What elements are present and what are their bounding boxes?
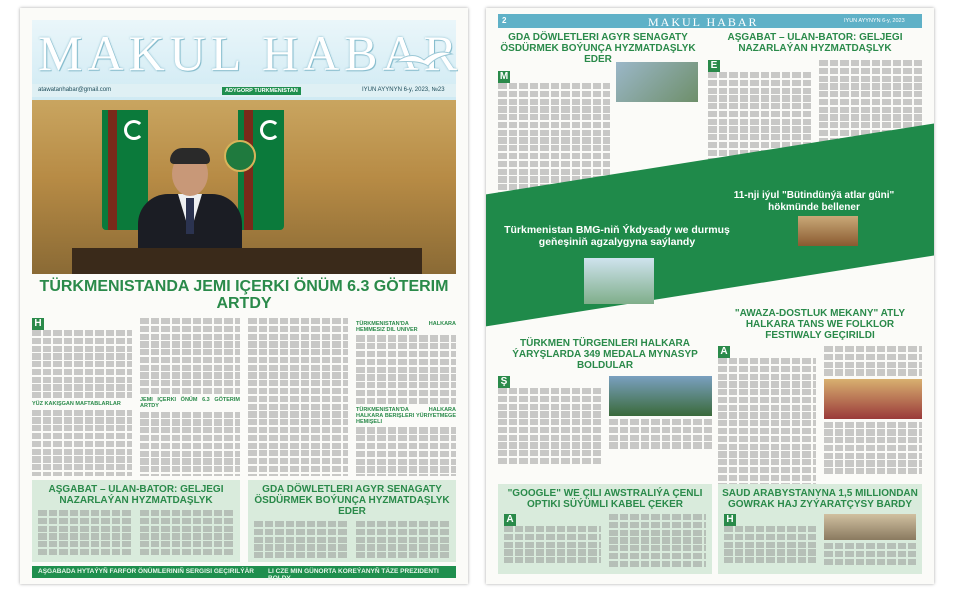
email-link[interactable]: atawatanhabar@gmail.com xyxy=(38,87,112,93)
photo xyxy=(824,379,922,419)
newspaper-page-2 xyxy=(486,8,934,584)
issue-info: IYUN AYYNYN 6-y, 2023, №23 xyxy=(362,87,445,93)
horse-photo xyxy=(798,216,858,246)
info-bar xyxy=(32,84,456,97)
news-ticker xyxy=(32,566,456,582)
article-column xyxy=(248,318,348,476)
section-tag: ADYGORP TURKMENISTAN xyxy=(222,87,301,95)
article-subhead: JEMI IÇERKI ÖNÜM 6.3 GÖTERIM ARTDY xyxy=(140,397,240,410)
banner-ahalteke: 11-nji iýul "Bütindünýä atlar güni" hökmünde bellener xyxy=(733,190,895,213)
article-title: GDA DÖWLETLERI AGYR SENAGATY ÖSDÜRMEK BOÝUNÇA HYZMATDAŞLYK EDER xyxy=(500,32,696,65)
main-headline: TÜRKMENISTANDA JEMI IÇERKI ÖNÜM 6.3 GÖTERIM ARTDY xyxy=(39,278,449,312)
article-title: "AWAZA-DOSTLUK MEKANY" ATLY HALKARA TANS WE FOLKLOR FESTIWALY GEÇIRILDI xyxy=(734,308,906,341)
article-awaza: "AWAZA-DOSTLUK MEKANY" ATLY HALKARA TANS WE FOLKLOR FESTIWALY GEÇIRILDI A xyxy=(718,308,922,514)
box-article-google: "GOOGLE" WE ÇILI AWSTRALIÝA ÇENLI OPTIKI SÜÝÜMLI KABEL ÇEKER A xyxy=(498,484,712,574)
ticker-item[interactable]: AŞGABADA HYTAÝYŇ FARFOR ÖNÜMLERINIŇ SERGISI GEÇIRILÝÄR xyxy=(38,568,254,575)
box-article-saud: SAUD ARABYSTANYNA 1,5 MILLIONDAN GOWRAK HAJ ZYÝARATÇYSY BARDY H xyxy=(718,484,922,574)
photo xyxy=(609,376,712,416)
article-athletes: TÜRKMEN TÜRGENLERI HALKARA ÝARYŞLARDA 349 MEDALA MYNASYP BOLDULAR Ş xyxy=(498,338,712,466)
article-subhead: TÜRKMENISTAN'DA HALKARA HEMMESIZ DIL UNIVER xyxy=(356,321,456,334)
photo xyxy=(616,62,698,102)
ticker-item[interactable]: LI CZE MIN GÜNORTA KOREÝANYŇ TÄZE PREZIDENTI BOLDY xyxy=(268,568,439,582)
dropcap: H xyxy=(32,318,44,330)
box-article-ulanbator xyxy=(32,480,240,562)
article-gda: GDA DÖWLETLERI AGYR SENAGATY ÖSDÜRMEK BOÝUNÇA HYZMATDAŞLYK EDER M xyxy=(498,32,698,223)
box-article-gda xyxy=(248,480,456,562)
article-title: "GOOGLE" WE ÇILI AWSTRALIÝA ÇENLI OPTIKI SÜÝÜMLI KABEL ÇEKER xyxy=(507,488,703,510)
box-title: AŞGABAT – ULAN-BATOR: GELJEGI NAZARLAÝAN HYZMATDAŞLYK xyxy=(48,484,224,506)
masthead-title: MAKUL HABAR xyxy=(38,25,462,81)
article-column xyxy=(32,318,132,476)
desk xyxy=(72,248,422,274)
article-subhead: TÜRKMENISTAN'DA HALKARA HALKARA BERIŞLERI YÜRIYETMEGE HEMIŞELI xyxy=(356,406,456,426)
cover-photo xyxy=(32,100,456,274)
article-column xyxy=(356,318,456,476)
state-emblem-icon xyxy=(224,140,256,172)
article-columns xyxy=(32,318,456,476)
photo xyxy=(584,258,654,304)
article-column xyxy=(140,318,240,476)
banner-bmg: Türkmenistan BMG-niň Ýkdysady we durmuş geňeşiniň agzalygyna saýlandy xyxy=(504,224,730,248)
photo xyxy=(824,514,916,540)
article-title: SAUD ARABYSTANYNA 1,5 MILLIONDAN GOWRAK HAJ ZYÝARATÇYSY BARDY xyxy=(722,488,918,510)
article-title: TÜRKMEN TÜRGENLERI HALKARA ÝARYŞLARDA 349 MEDALA MYNASYP BOLDULAR xyxy=(512,338,698,371)
newspaper-page-1 xyxy=(20,8,468,584)
box-title: GDA DÖWLETLERI AGYR SENAGATY ÖSDÜRMEK BOÝUNÇA HYZMATDAŞLYK EDER xyxy=(254,484,450,517)
issue-info: IYUN AYYNYN 6-y, 2023 xyxy=(844,18,905,24)
article-ulanbator: AŞGABAT – ULAN-BATOR: GELJEGI NAZARLAÝAN HYZMATDAŞLYK E xyxy=(708,32,922,181)
page-header xyxy=(498,14,922,28)
seagull-logo-icon xyxy=(394,46,454,76)
article-subhead: YÜZ KAKIŞGAN MAFTABLARLAR xyxy=(32,401,121,408)
page-number: 2 xyxy=(502,16,507,25)
masthead-small: MAKUL HABAR xyxy=(648,15,759,29)
article-title: AŞGABAT – ULAN-BATOR: GELJEGI NAZARLAÝAN HYZMATDAŞLYK xyxy=(727,32,903,54)
